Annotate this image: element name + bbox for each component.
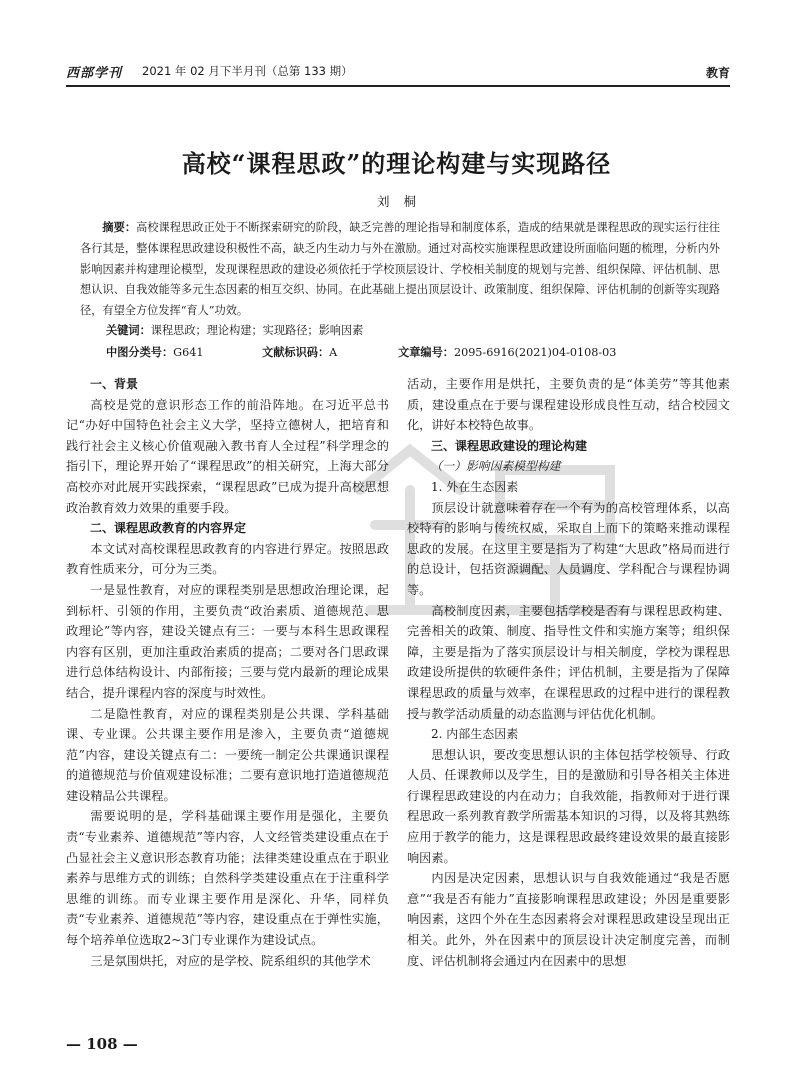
abstract-label: 摘要： [102,221,137,234]
keywords-label: 关键词： [106,324,151,337]
paragraph: 本文试对高校课程思政教育的内容进行界定。按照思政教育性质来分，可分为三类。 [66,541,389,577]
running-header [66,60,730,84]
keywords [106,322,363,338]
section-heading: 三、课程思政建设的理论构建 [431,438,588,453]
page-number: — 108 — [66,1035,138,1053]
doc-code-value: A [329,346,338,359]
paragraph: 顶层设计就意味着存在一个有为的高校管理体系，以高校特有的影响与传统权威，采取自上而下的策略来推动课程思政的发展。在这里主要是指为了构建“大思政”格局而进行的总设计，包括资源调配、人员调度、学科配合与课程协调等。 [407,500,730,597]
left-column [66,374,389,971]
paragraph: 高校是党的意识形态工作的前沿阵地。在习近平总书记“办好中国特色社会主义大学，坚持立德树人，把培育和践行社会主义核心价值观融入教书育人全过程”科学理念的指引下，理论界开始了“课程思政”的相关研究，上海大部分高校亦对此展开实践探索，“课程思政”已成为提升高校思想政治教育效力效果的重要手段。 [66,397,389,515]
paragraph: 需要说明的是，学科基础课主要作用是强化，主要负责“专业素养、道德规范”等内容，人文经管类建设重点在于凸显社会主义意识形态教育功能；法律类建设重点在于职业素养与思维方式的训练；自然科学类建设重点在于注重科学思维的训练。而专业课主要作用是深化、升华，同样负责“专业素养、道德规范”等内容，建设重点在于弹性实施，每个培养单位选取2~3门专业课作为建设试点。 [66,809,389,948]
paragraph: 二是隐性教育，对应的课程类别是公共课、学科基础课、专业课。公共课主要作用是渗入，主要负责“道德规范”内容，建设关键点有二：一要统一制定公共课通识课程的道德规范与价值观建设标准；二要有意识地打造道德规范建设精品公共课程。 [66,706,389,803]
paragraph: 三是氛围烘托，对应的是学校、院系组织的其他学术 [90,953,371,968]
paragraph: 内因是决定因素，思想认识与自我效能通过“我是否愿意”“我是否有能力”直接影响课程思政建设；外因是重要影响因素，这四个外在生态因素将会对课程思政建设呈现出正相关。此外，外在因素中的顶层设计决定制度完善，而制度、评估机制将会通过内在因素中的思想 [407,871,730,968]
paragraph: 活动，主要作用是烘托，主要负责的是“体美劳”等其他素质，建设重点在于要与课程建设形成良性互动，结合校园文化，讲好本校特色故事。 [407,377,730,433]
right-column [407,374,730,971]
abstract [80,218,720,322]
subsubsection-heading: 1. 外在生态因素 [431,479,519,494]
author-name: 刘桐 [376,194,430,209]
issue-info: 2021 年 02 月下半月刊（总第 133 期） [142,64,353,78]
article-title: 高校“课程思政”的理论构建与实现路径 [181,149,612,178]
paragraph: 思想认识，要改变思想认识的主体包括学校领导、行政人员、任课教师以及学生，目的是激励和引导各相关主体进行课程思政建设的内在动力；自我效能，指教师对于进行课程思政一系列教育教学所需基本知识的习得，以及将其熟练应用于教学的能力，这是课程思政最终建设效果的最直接影响因素。 [407,747,730,865]
paragraph: 高校制度因素，主要包括学校是否有与课程思政构建、完善相关的政策、制度、指导性文件和实施方案等；组织保障，主要是指为了落实顶层设计与相关制度，学校为课程思政建设所提供的软硬件条件；评估机制，主要是指为了保障课程思政的质量与效率，在课程思政的过程中进行的课程教授与教学活动质量的动态监测与评估优化机制。 [407,603,730,721]
paragraph: 一是显性教育，对应的课程类别是思想政治理论课，起到标杆、引领的作用，主要负责“政治素质、道德规范、思政理论”等内容，建设关键点有三：一要与本科生思政课程内容有区别，更加注重政治素质的提高；二要对各门思政课进行总体结构设计、内部衔接；三要与党内最新的理论成果结合，提升课程内容的深度与时效性。 [66,582,389,700]
abstract-text: 高校课程思政正处于不断探索研究的阶段，缺乏完善的理论指导和制度体系，造成的结果就是课程思政的现实运行往往各行其是，整体课程思政建设积极性不高，缺乏内生动力与外在激励。通过对高校实施课程思政建设所面临问题的梳理，分析内外影响因素并构建理论模型，发现课程思政的建设必须依托于学校顶层设计、学校相关制度的规划与完善、组织保障、评估机制、思想认识、自我效能等多元生态因素的相互交织、协同。在此基础上提出顶层设计、政策制度、组织保障、评估机制的创新等实现路径，有望全方位发挥“育人”功效。 [80,221,720,318]
section-tag: 教育 [705,66,730,80]
clc-value: G641 [173,346,204,359]
doc-code-label: 文献标识码： [262,346,330,359]
article-number-label: 文章编号： [398,346,454,359]
article-number-value: 2095-6916(2021)04-0108-03 [453,346,617,359]
header-rule [66,85,730,87]
subsection-heading: （一）影响因素模型构建 [430,459,561,474]
keywords-text: 课程思政；理论构建；实现路径；影响因素 [150,324,364,337]
subsubsection-heading: 2. 内部生态因素 [431,727,519,742]
clc-label: 中图分类号： [106,346,174,359]
journal-logo: 西部学刊 [66,66,123,81]
section-heading: 二、课程思政教育的内容界定 [90,521,247,536]
section-heading: 一、背景 [90,377,139,391]
classification-line [106,344,666,362]
